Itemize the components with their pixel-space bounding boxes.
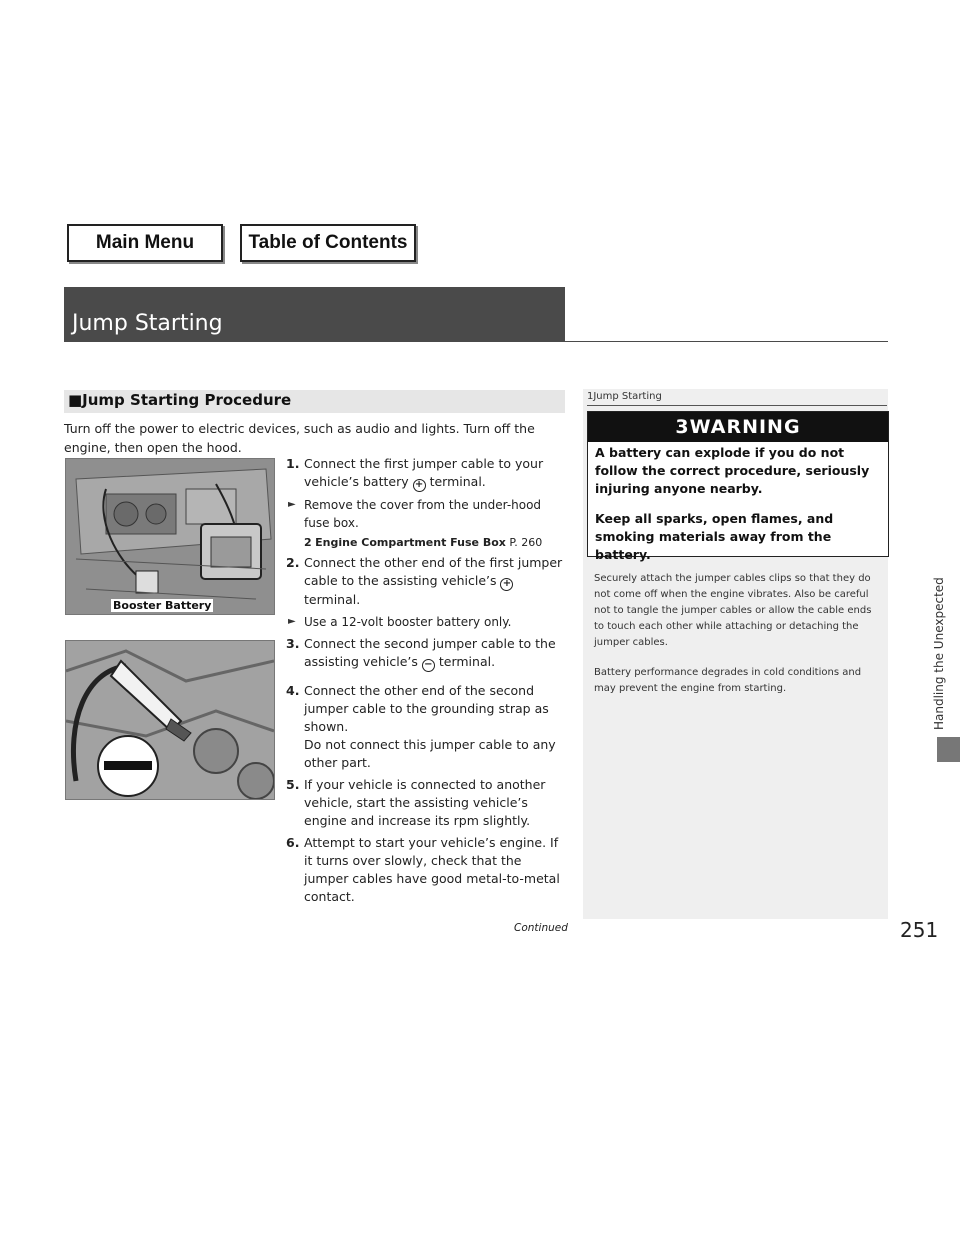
step-3 — [286, 635, 566, 672]
minus-terminal-icon: − — [422, 659, 435, 672]
procedure-steps — [286, 455, 566, 910]
step-1 — [286, 455, 566, 492]
title-rule — [565, 341, 888, 342]
sidebar-title: 1Jump Starting — [587, 391, 662, 402]
step-text: Attempt to start your vehicle’s engine. If it turns over slowly, check that the jumper cables have good metal-to-metal contact. — [304, 835, 560, 904]
note-paragraph: Securely attach the jumper cables clips so that they do not come off when the engine vibrates. Also be careful not to tangle the jumper cables or allow the cable ends to touch each other while attaching or detaching the jumper cables. — [594, 573, 872, 648]
step-text: Connect the second jumper cable to the assisting vehicle’s — [304, 636, 556, 669]
note-text: Use a 12-volt booster battery only. — [304, 615, 512, 629]
step-1-note — [286, 496, 566, 532]
engine-bay-drawing — [66, 459, 274, 614]
booster-battery-label: Booster Battery — [113, 599, 212, 612]
sidebar-notes — [594, 571, 881, 697]
step-6 — [286, 834, 566, 906]
step-number: 2. — [286, 555, 300, 570]
step-number: 5. — [286, 777, 300, 792]
step-text: If your vehicle is connected to another vehicle, start the assisting vehicle’s engine and increase its rpm slightly. — [304, 777, 546, 828]
reference-link[interactable]: Engine Compartment Fuse Box — [315, 536, 506, 549]
grounding-strap-drawing — [66, 641, 274, 799]
table-of-contents-button[interactable]: Table of Contents — [240, 224, 416, 262]
step-2-note — [286, 613, 566, 631]
continued-label: Continued — [514, 922, 568, 934]
step-number: 3. — [286, 636, 300, 651]
intro-paragraph: Turn off the power to electric devices, such as audio and lights. Turn off the engine, then open the hood. — [64, 421, 535, 455]
step-4 — [286, 682, 566, 772]
reference-page: P. 260 — [509, 536, 543, 549]
plus-terminal-icon: + — [500, 578, 513, 591]
warning-heading: 3WARNING — [588, 412, 888, 442]
step-number: 1. — [286, 456, 300, 471]
chapter-tab-text: Handling the Unexpected — [932, 577, 946, 730]
warning-text: Keep all sparks, open flames, and smoking materials away from the battery. — [595, 511, 834, 562]
section-heading: ■Jump Starting Procedure — [68, 391, 292, 409]
step-number: 4. — [286, 683, 300, 698]
step-5 — [286, 776, 566, 830]
step-number: 6. — [286, 835, 300, 850]
plus-terminal-icon: + — [413, 479, 426, 492]
step-text: Connect the other end of the first jumper cable to the assisting vehicle’s — [304, 555, 563, 588]
warning-text: A battery can explode if you do not follow the correct procedure, seriously injuring anyone nearby. — [595, 445, 870, 496]
step-text-end: terminal. — [429, 474, 486, 489]
arrow-icon: ► — [288, 616, 296, 627]
note-text: Remove the cover from the under-hood fuse box. — [304, 498, 542, 530]
grounding-strap-illustration — [65, 640, 275, 800]
step-text-end: terminal. — [304, 592, 361, 607]
step-text-caution: Do not connect this jumper cable to any other part. — [304, 737, 556, 770]
sidebar-rule — [587, 405, 887, 406]
page-title: Jump Starting — [72, 311, 223, 336]
chapter-tab-label[interactable] — [916, 510, 946, 730]
engine-bay-illustration — [65, 458, 275, 615]
chapter-tab[interactable] — [937, 737, 960, 762]
note-paragraph: Battery performance degrades in cold conditions and may prevent the engine from starting. — [594, 667, 862, 694]
reference-marker-icon: 2 — [304, 536, 312, 549]
step-text: Connect the first jumper cable to your vehicle’s battery — [304, 456, 544, 489]
cross-reference[interactable] — [286, 534, 566, 552]
arrow-icon: ► — [288, 499, 296, 510]
warning-body — [595, 444, 880, 564]
step-2 — [286, 554, 566, 609]
page-number: 251 — [900, 918, 939, 942]
step-text-end: terminal. — [438, 654, 496, 669]
main-menu-button[interactable]: Main Menu — [67, 224, 223, 262]
step-text: Connect the other end of the second jumper cable to the grounding strap as shown. — [304, 683, 549, 734]
